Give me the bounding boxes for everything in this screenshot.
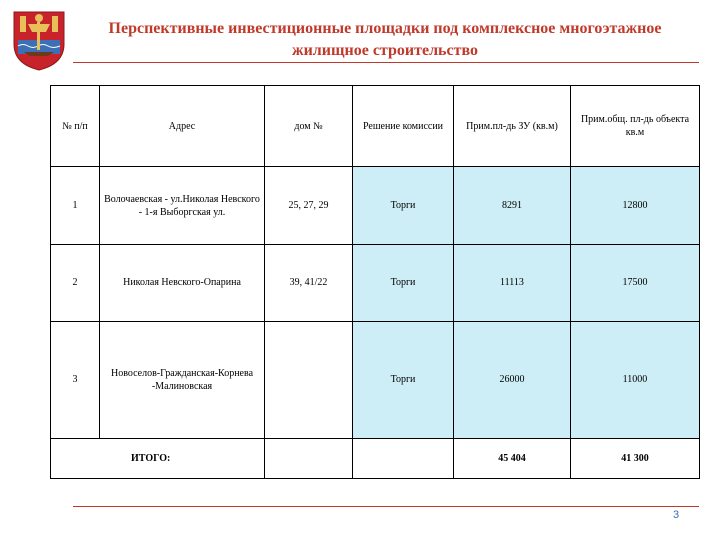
table-row bbox=[51, 322, 700, 439]
table-total-row bbox=[51, 438, 700, 478]
cell-object-area: 11000 bbox=[571, 322, 700, 439]
cell-land-area: 11113 bbox=[454, 244, 571, 321]
total-land-area: 45 404 bbox=[454, 438, 571, 478]
cell-decision: Торги bbox=[353, 322, 454, 439]
page-title: Перспективные инвестиционные площадки под комплексное многоэтажное жилищное строительство bbox=[108, 20, 662, 59]
cell-decision: Торги bbox=[353, 167, 454, 244]
header-land-area: Прим.пл-дь ЗУ (кв.м) bbox=[454, 86, 571, 167]
cell-address: Волочаевская - ул.Николая Невского - 1-я Выборгская ул. bbox=[100, 167, 265, 244]
title-divider bbox=[73, 62, 699, 63]
total-object-area: 41 300 bbox=[571, 438, 700, 478]
cell-house bbox=[265, 322, 353, 439]
cell-num: 3 bbox=[51, 322, 100, 439]
header-decision: Решение комиссии bbox=[353, 86, 454, 167]
cell-house: 39, 41/22 bbox=[265, 244, 353, 321]
page-number: 3 bbox=[672, 509, 680, 521]
footer-divider bbox=[73, 506, 699, 507]
table-row bbox=[51, 244, 700, 321]
header-num: № п/п bbox=[51, 86, 100, 167]
cell-address: Новоселов-Гражданская-Корнева -Малиновская bbox=[100, 322, 265, 439]
city-coat-of-arms-icon bbox=[8, 6, 70, 72]
header-address: Адрес bbox=[100, 86, 265, 167]
table-row bbox=[51, 167, 700, 244]
total-label: ИТОГО: bbox=[51, 438, 265, 478]
cell-address: Николая Невского-Опарина bbox=[100, 244, 265, 321]
cell-decision: Торги bbox=[353, 244, 454, 321]
total-decision-empty bbox=[353, 438, 454, 478]
cell-land-area: 26000 bbox=[454, 322, 571, 439]
cell-num: 2 bbox=[51, 244, 100, 321]
total-house-empty bbox=[265, 438, 353, 478]
header-house: дом № bbox=[265, 86, 353, 167]
cell-object-area: 17500 bbox=[571, 244, 700, 321]
cell-object-area: 12800 bbox=[571, 167, 700, 244]
table-header-row bbox=[51, 86, 700, 167]
investment-sites-table bbox=[50, 85, 700, 479]
header-object-area: Прим.общ. пл-дь объекта кв.м bbox=[571, 86, 700, 167]
cell-land-area: 8291 bbox=[454, 167, 571, 244]
cell-num: 1 bbox=[51, 167, 100, 244]
cell-house: 25, 27, 29 bbox=[265, 167, 353, 244]
